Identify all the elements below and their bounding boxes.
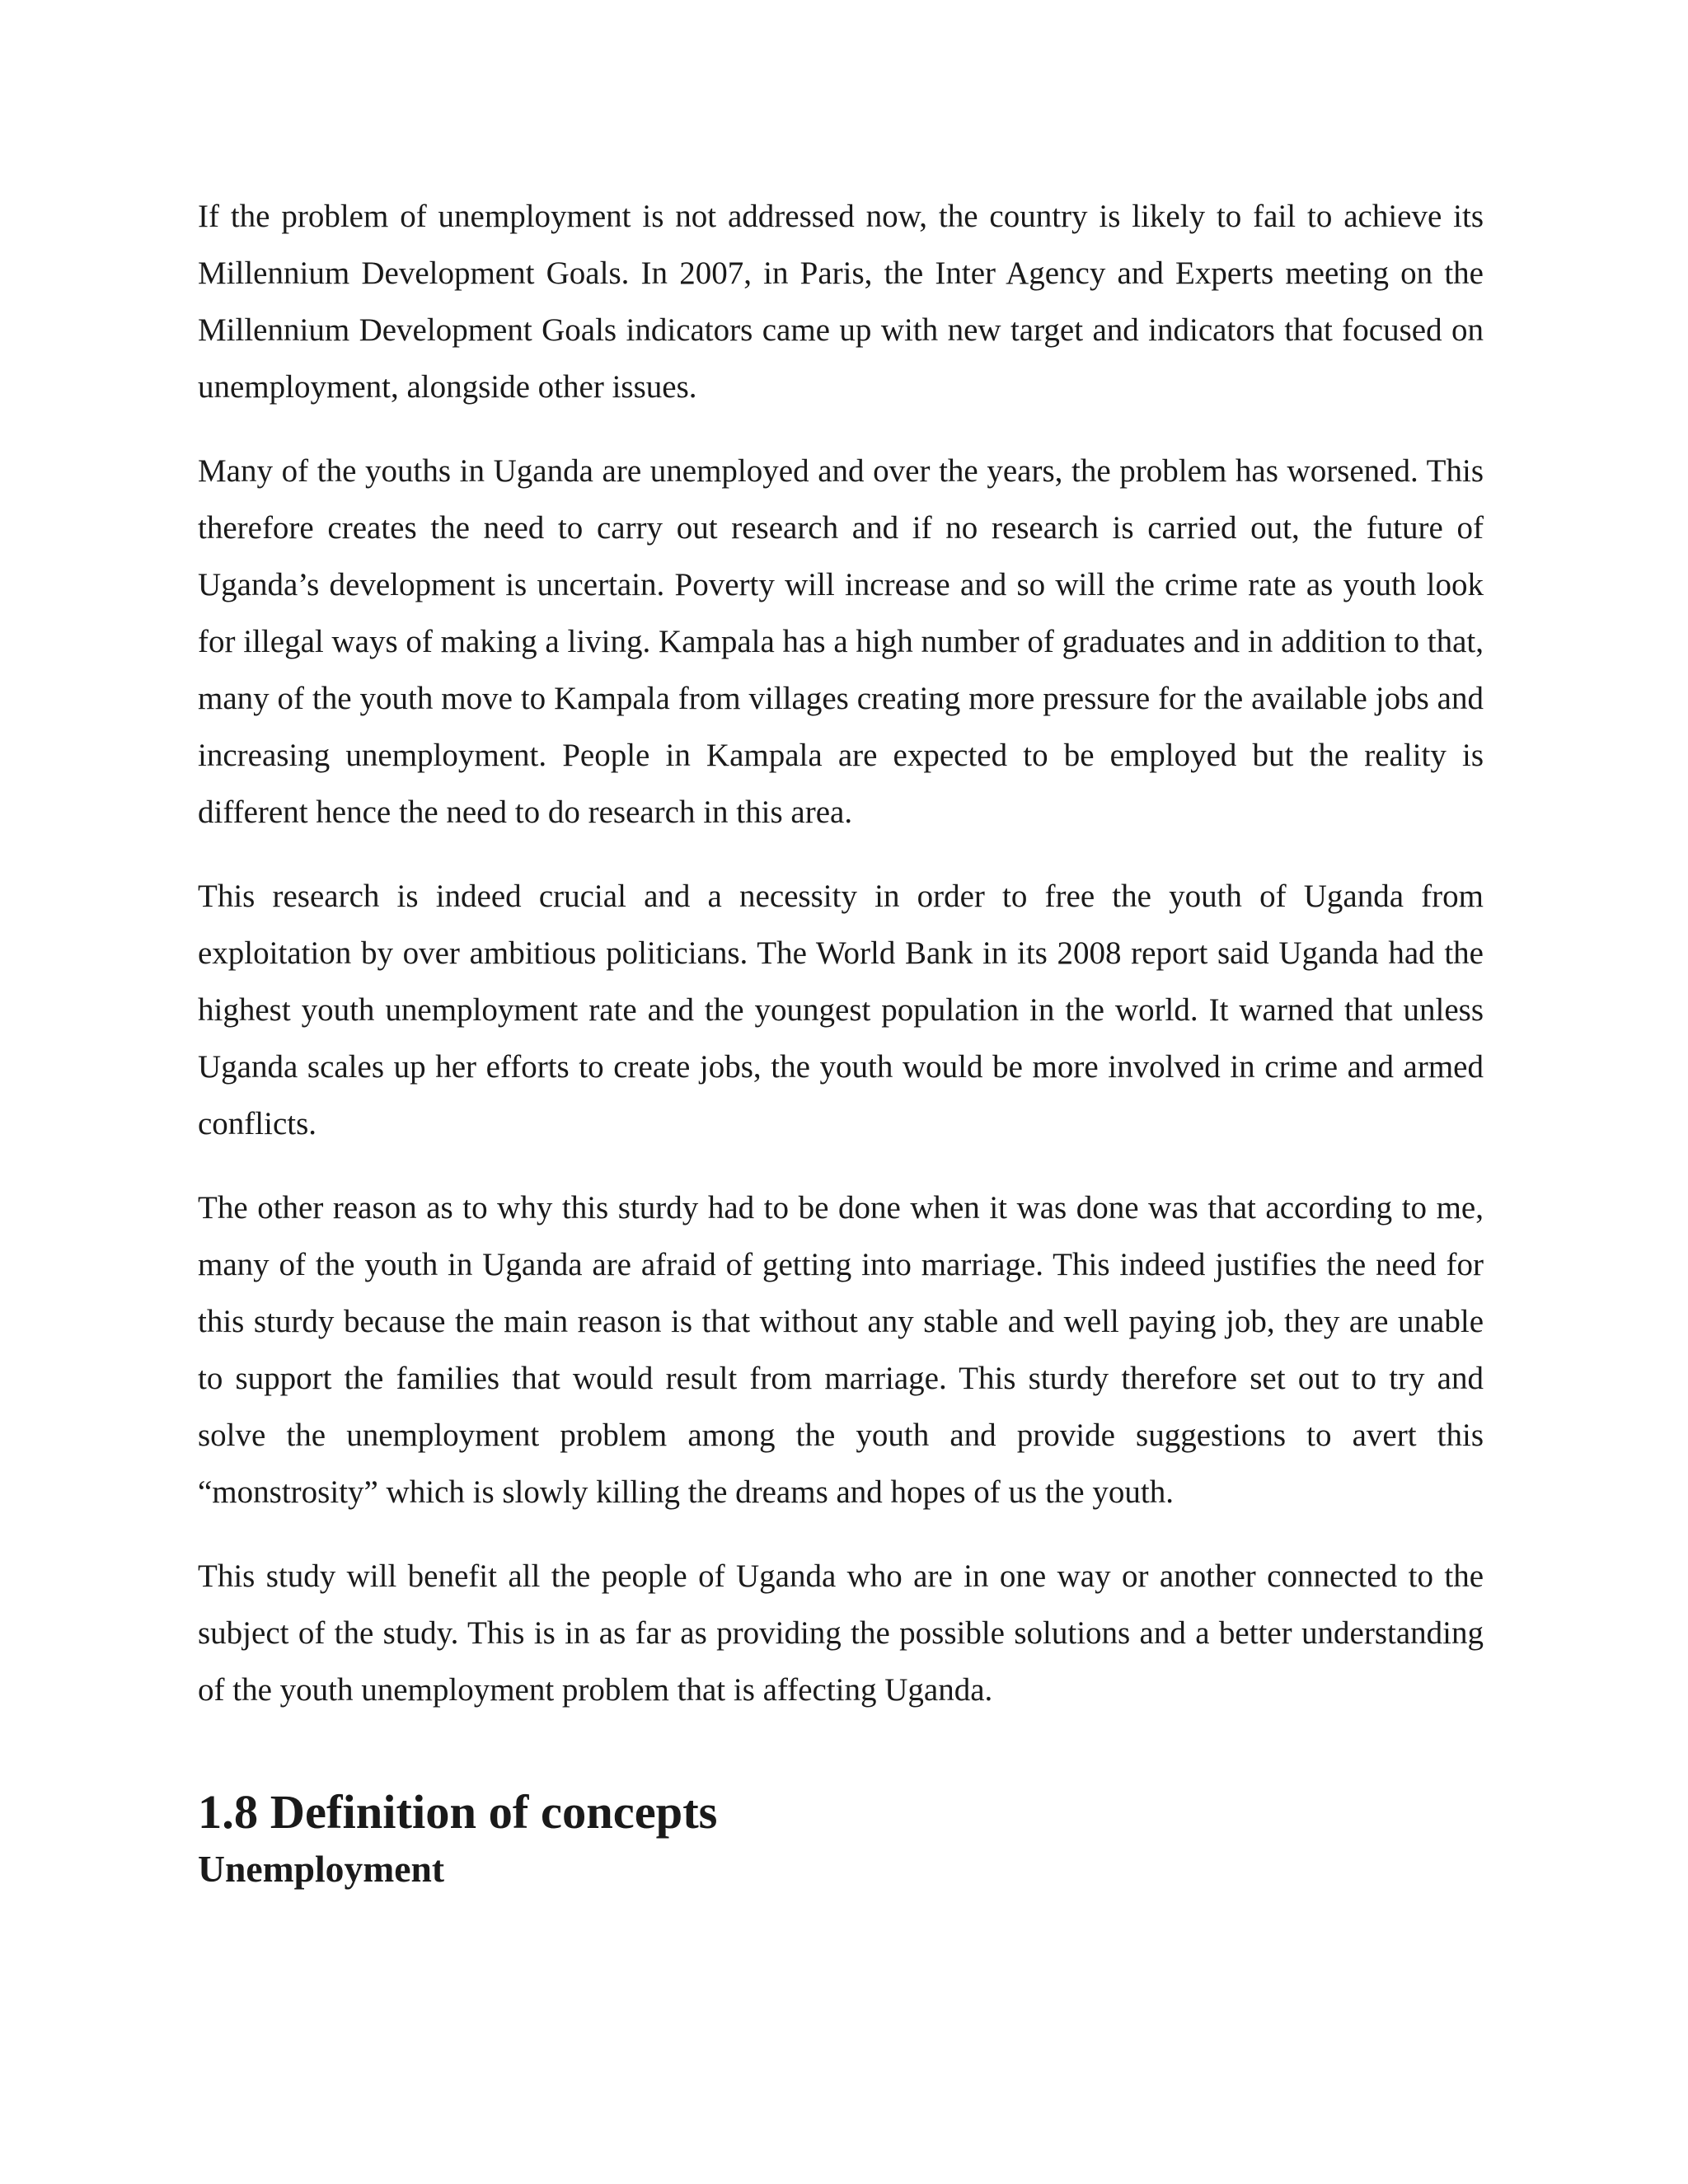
document-body — [198, 188, 1484, 1897]
paragraph-mdg-goals: If the problem of unemployment is not addressed now, the country is likely to fail to achieve its Millennium Development Goals. In 2007, in Paris, the Inter Agency and Experts meeting on the Millennium Development Goals indicators came up with new target and indicators that focused on unemployment, alongside other issues. — [198, 199, 1484, 405]
subheading-unemployment: Unemployment — [198, 1848, 445, 1890]
paragraph-study-benefit: This study will benefit all the people of Uganda who are in one way or another connected to the subject of the study. This is in as far as providing the possible solutions and a better understanding of the youth unemployment problem that is affecting Uganda. — [198, 1558, 1484, 1708]
paragraph-youth-unemployment: Many of the youths in Uganda are unemployed and over the years, the problem has worsened. This therefore creates the need to carry out research and if no research is carried out, the future of Uganda’s development is uncertain. Poverty will increase and so will the crime rate as youth look for illegal ways of making a living. Kampala has a high number of graduates and in addition to that, many of the youth move to Kampala from villages creating more pressure for the available jobs and increasing unemployment. People in Kampala are expected to be employed but the reality is different hence the need to do research in this area. — [198, 453, 1484, 830]
paragraph-research-necessity: This research is indeed crucial and a necessity in order to free the youth of Uganda from exploitation by over ambitious politicians. The World Bank in its 2008 report said Uganda had the highest youth unemployment rate and the youngest population in the world. It warned that unless Uganda scales up her efforts to create jobs, the youth would be more involved in crime and armed conflicts. — [198, 879, 1484, 1141]
paragraph-marriage-reason: The other reason as to why this sturdy had to be done when it was done was that according to me, many of the youth in Uganda are afraid of getting into marriage. This indeed justifies the need for this sturdy because the main reason is that without any stable and well paying job, they are unable to support the families that would result from marriage. This sturdy therefore set out to try and solve the unemployment problem among the youth and provide suggestions to avert this “monstrosity” which is slowly killing the dreams and hopes of us the youth. — [198, 1190, 1484, 1510]
section-heading: 1.8 Definition of concepts — [198, 1785, 718, 1839]
